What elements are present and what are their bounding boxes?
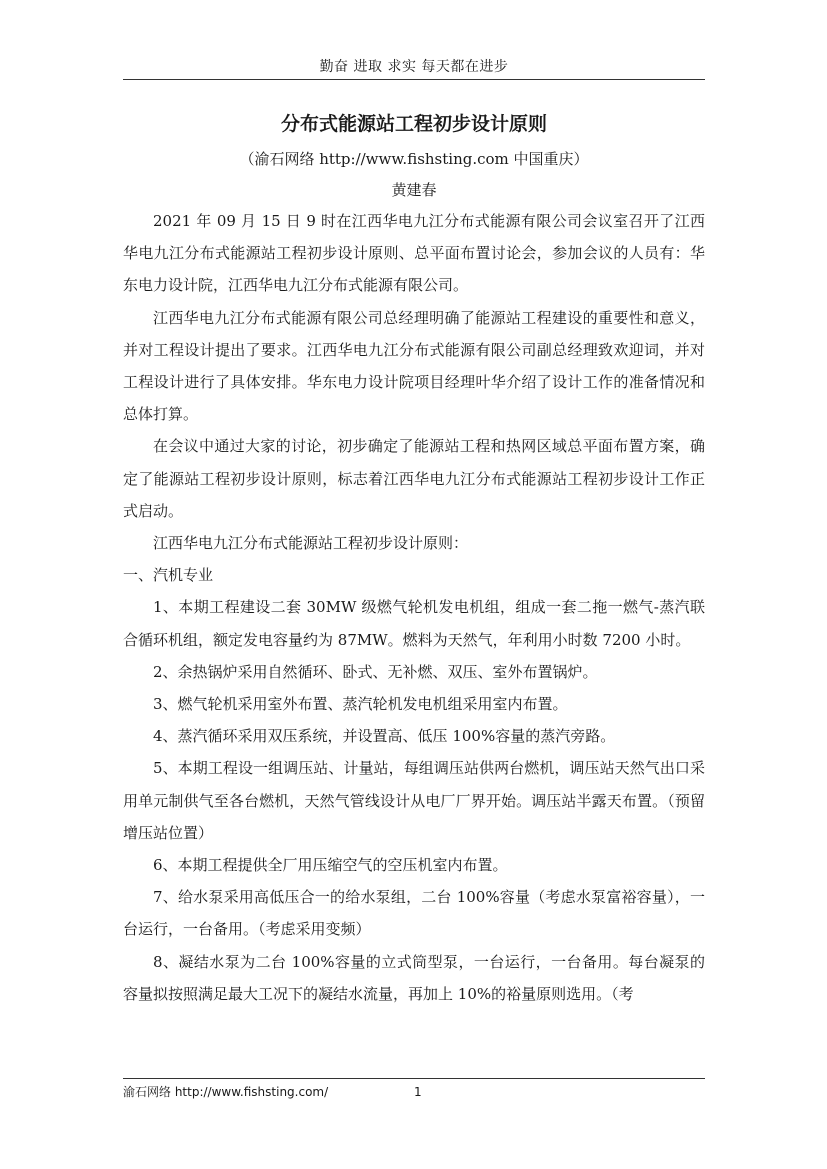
paragraph: 江西华电九江分布式能源站工程初步设计原则：	[153, 534, 469, 553]
list-item: 8、凝结水泵为二台 100%容量的立式筒型泵，一台运行，一台备用。每台凝泵的容量拟按照满足最大工况下的凝结水流量，再加上 10%的裕量原则选用。（考	[123, 952, 705, 1003]
list-item: 6、本期工程提供全厂用压缩空气的空压机室内布置。	[153, 856, 508, 875]
page-header-motto: 勤奋 进取 求实 每天都在进步	[319, 59, 509, 75]
page-footer	[123, 1084, 705, 1100]
page-number: 1	[414, 1085, 422, 1099]
list-item: 7、给水泵采用高低压合一的给水泵组，二台 100%容量（考虑水泵富裕容量），一台运行，一台备用。（考虑采用变频）	[123, 888, 705, 939]
footer-site-link[interactable]: 渝石网络 http://www.fishsting.com/	[123, 1085, 329, 1099]
article-body	[123, 205, 705, 1010]
header-divider	[123, 79, 705, 80]
footer-divider	[123, 1078, 705, 1079]
list-item: 2、余热锅炉采用自然循环、卧式、无补燃、双压、室外布置锅炉。	[153, 662, 598, 681]
paragraph: 2021 年 09 月 15 日 9 时在江西华电九江分布式能源有限公司会议室召开了江西华电九江分布式能源站工程初步设计原则、总平面布置讨论会，参加会议的人员有：华东电力设计院，江西华电九江分布式能源有限公司。	[123, 212, 705, 295]
author-name: 黄建春	[391, 181, 437, 199]
document-title: 分布式能源站工程初步设计原则	[280, 113, 547, 135]
list-item: 1、本期工程建设二套 30MW 级燃气轮机发电机组，组成一套二拖一燃气-蒸汽联合循环机组，额定发电容量约为 87MW。燃料为天然气，年利用小时数 7200 小时。	[123, 598, 705, 649]
paragraph: 江西华电九江分布式能源有限公司总经理明确了能源站工程建设的重要性和意义，并对工程设计提出了要求。江西华电九江分布式能源有限公司副总经理致欢迎词，并对工程设计进行了具体安排。华东电力设计院项目经理叶华介绍了设计工作的准备情况和总体打算。	[123, 308, 705, 424]
paragraph: 在会议中通过大家的讨论，初步确定了能源站工程和热网区域总平面布置方案，确定了能源站工程初步设计原则，标志着江西华电九江分布式能源站工程初步设计工作正式启动。	[123, 437, 705, 520]
list-item: 4、蒸汽循环采用双压系统，并设置高、低压 100%容量的蒸汽旁路。	[153, 727, 616, 746]
source-line: （渝石网络 http://www.fishsting.com 中国重庆）	[239, 150, 589, 168]
list-item: 3、燃气轮机采用室外布置、蒸汽轮机发电机组采用室内布置。	[153, 695, 568, 714]
list-item: 5、本期工程设一组调压站、计量站，每组调压站供两台燃机，调压站天然气出口采用单元制供气至各台燃机，天然气管线设计从电厂厂界开始。调压站半露天布置。（预留增压站位置）	[123, 759, 705, 842]
section-heading: 一、汽机专业	[123, 566, 214, 585]
